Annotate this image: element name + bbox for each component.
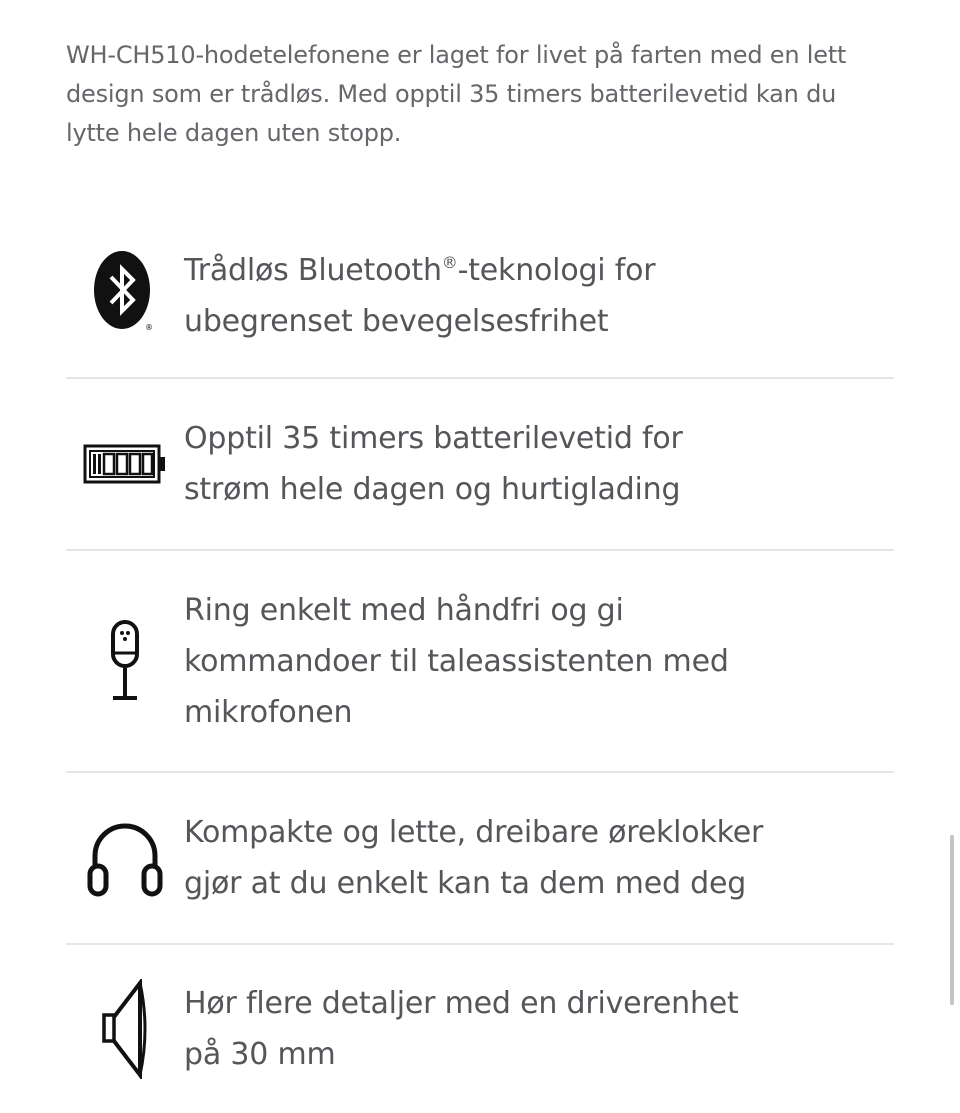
feature-microphone-text: Ring enkelt med håndfri og gi kommandoer til taleassistenten med mikrofonen [184, 592, 729, 730]
feature-microphone [66, 551, 894, 773]
feature-headphones [66, 773, 894, 945]
feature-bluetooth-text: Trådløs Bluetooth®-teknologi for ubegrenset bevegelsesfrihet [184, 252, 656, 339]
feature-headphones-text: Kompakte og lette, dreibare øreklokker gjør at du enkelt kan ta dem med deg [184, 815, 764, 901]
bluetooth-icon [66, 250, 184, 334]
feature-bluetooth [66, 206, 894, 379]
microphone-icon [66, 620, 184, 702]
battery-icon [66, 444, 184, 484]
feature-driver [66, 945, 894, 1113]
headphones-icon [66, 818, 184, 898]
product-description: WH-CH510-hodetelefonene er laget for livet på farten med en lett design som er trådløs. Med opptil 35 timers batterilevetid kan du lytte hele dagen uten stopp. [66, 41, 847, 147]
feature-list [66, 206, 894, 1113]
feature-battery [66, 379, 894, 551]
speaker-driver-icon [66, 979, 184, 1079]
svg-text:®: ® [145, 322, 153, 332]
feature-driver-text: Hør flere detaljer med en driverenhet på 30 mm [184, 986, 739, 1072]
feature-battery-text: Opptil 35 timers batterilevetid for strøm hele dagen og hurtiglading [184, 421, 683, 507]
scrollbar[interactable] [950, 835, 954, 1005]
